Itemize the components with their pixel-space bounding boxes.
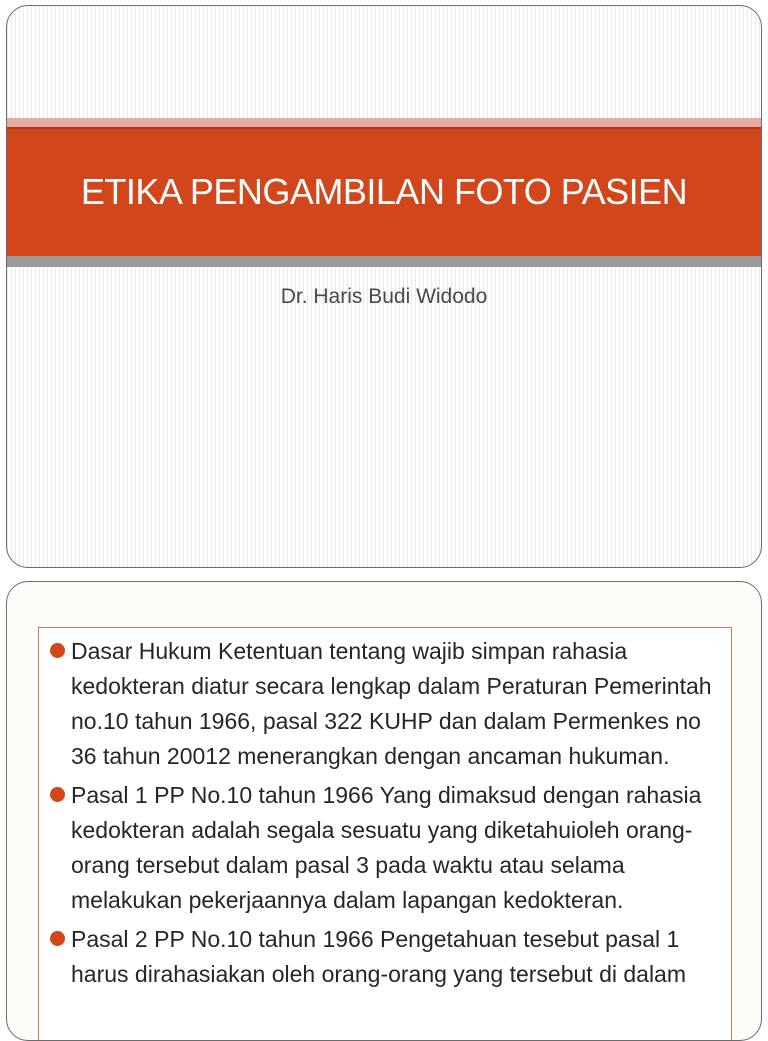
bullet-icon <box>50 787 65 802</box>
content-placeholder <box>38 627 732 1041</box>
bullet-item <box>39 778 731 918</box>
bullet-text: Pasal 2 PP No.10 tahun 1966 Pengetahuan tesebut pasal 1 harus dirahasiakan oleh orang-orang yang tersebut di dalam <box>71 926 687 987</box>
title-slide <box>6 5 762 568</box>
content-slide <box>6 581 762 1041</box>
bullet-icon <box>50 643 65 658</box>
bullet-list <box>39 634 731 992</box>
bullet-item <box>39 922 731 992</box>
slide-title: ETIKA PENGAMBILAN FOTO PASIEN <box>80 171 688 212</box>
slide-subtitle: Dr. Haris Budi Widodo <box>280 285 488 308</box>
divider-line <box>7 256 761 267</box>
accent-line <box>7 118 761 127</box>
title-band <box>7 127 761 256</box>
bullet-item <box>39 634 731 774</box>
bullet-text: Dasar Hukum Ketentuan tentang wajib simpan rahasia kedokteran diatur secara lengkap dalam Peraturan Pemerintah no.10 tahun 1966, pasal 322 KUHP dan dalam Permenkes no 36 tahun 20012 menerangkan dengan ancaman hukuman. <box>71 638 712 769</box>
bullet-text: Pasal 1 PP No.10 tahun 1966 Yang dimaksud dengan rahasia kedokteran adalah segala sesuatu yang diketahuioleh orang-orang tersebut dalam pasal 3 pada waktu atau selama melakukan pekerjaannya dalam lapangan kedokteran. <box>71 782 702 913</box>
bullet-icon <box>50 931 65 946</box>
